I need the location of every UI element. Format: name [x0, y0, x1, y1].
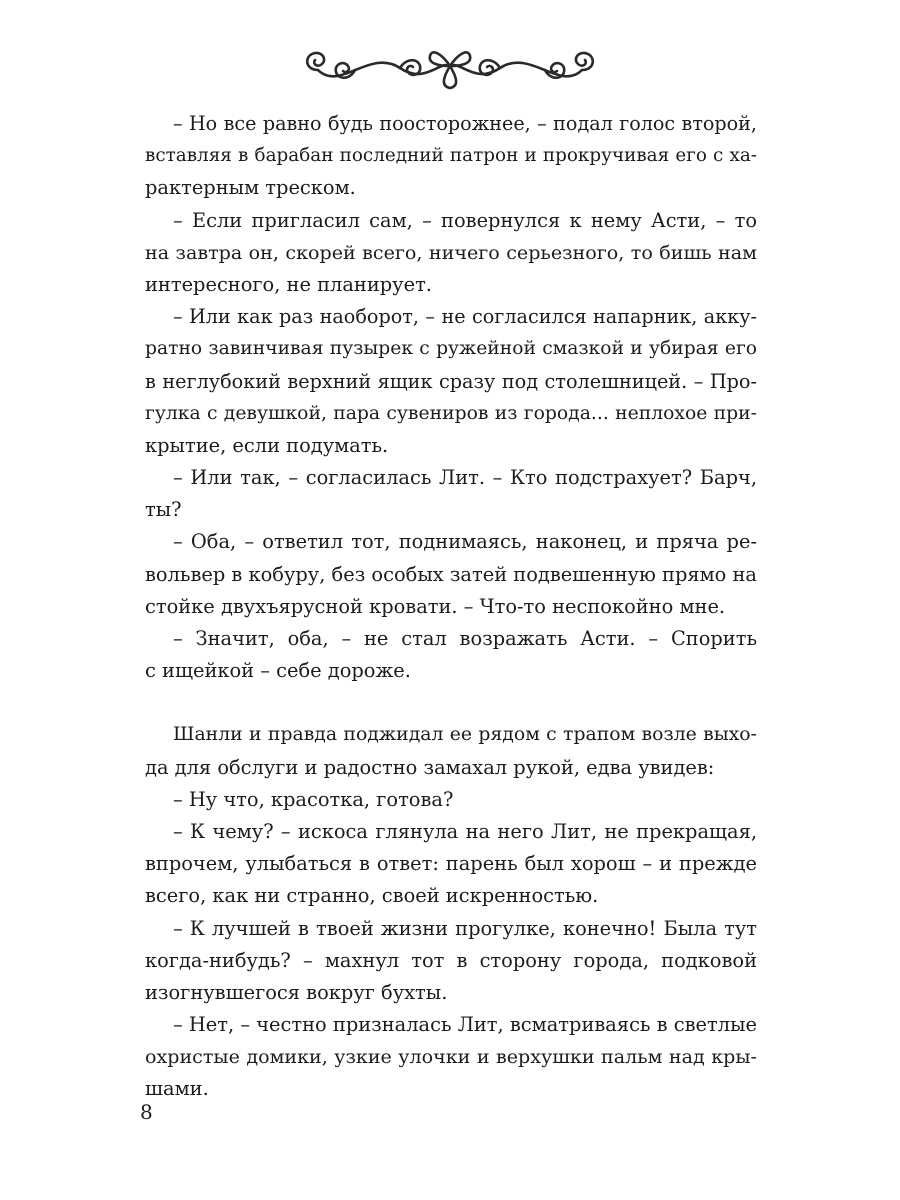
text-line: вольвер в кобуру, без особых затей подвешенную прямо на	[145, 562, 757, 586]
text-line: в неглубокий верхний ящик сразу под столешницей. – Про-	[145, 369, 757, 393]
text-line: ты?	[145, 498, 182, 522]
text-line: ратно завинчивая пузырек с ружейной смазкой и убирая его	[145, 338, 757, 360]
text-line: – Если пригласил сам, – повернулся к нему Асти, – то	[173, 208, 757, 232]
text-line: с ищейкой – себе дороже.	[145, 659, 411, 683]
text-line: Шанли и правда поджидал ее рядом с трапом возле выхо-	[173, 724, 757, 746]
text-line: – Оба, – ответил тот, поднимаясь, наконец, и пряча ре-	[173, 530, 757, 554]
book-page-text	[145, 108, 757, 1106]
text-line: на завтра он, скорей всего, ничего серьезного, то бишь нам	[145, 240, 757, 264]
text-line: да для обслуги и радостно замахал рукой, едва увидев:	[145, 755, 715, 779]
text-line: всего, как ни странно, своей искренностью.	[145, 884, 599, 908]
text-line: – Значит, оба, – не стал возражать Асти. – Спорить	[173, 627, 757, 650]
text-line: впрочем, улыбаться в ответ: парень был хорош – и прежде	[145, 852, 757, 876]
text-line: гулка с девушкой, пара сувениров из города... неплохое при-	[145, 402, 757, 424]
text-line: – Нет, – честно призналась Лит, всматриваясь в светлые	[173, 1013, 757, 1037]
text-line: – Или как раз наоборот, – не согласился напарник, акку-	[173, 305, 757, 329]
text-line: – К лучшей в твоей жизни прогулке, конечно! Была тут	[173, 916, 757, 940]
text-line: – Или так, – согласилась Лит. – Кто подстрахует? Барч,	[173, 466, 757, 490]
text-line: рактерным треском.	[145, 176, 356, 200]
text-line: шами.	[145, 1077, 209, 1101]
decorative-swirl-ornament-icon	[300, 40, 600, 95]
text-line: крытие, если подумать.	[145, 433, 389, 457]
text-line: стойке двухъярусной кровати. – Что-то неспокойно мне.	[145, 594, 726, 618]
page-number: 8	[140, 1100, 153, 1124]
text-line: – Ну что, красотка, готова?	[173, 787, 454, 811]
text-line: изогнувшегося вокруг бухты.	[145, 980, 448, 1004]
text-line: – Но все равно будь поосторожнее, – подал голос второй,	[173, 112, 757, 135]
text-line: охристые домики, узкие улочки и верхушки пальм над кры-	[145, 1046, 757, 1069]
text-line: вставляя в барабан последний патрон и прокручивая его с ха-	[145, 145, 757, 167]
text-line: когда-нибудь? – махнул тот в сторону города, подковой	[145, 948, 757, 972]
text-line: интересного, не планирует.	[145, 272, 432, 296]
text-line: – К чему? – искоса глянула на него Лит, не прекращая,	[173, 819, 757, 843]
section-break	[145, 687, 757, 719]
